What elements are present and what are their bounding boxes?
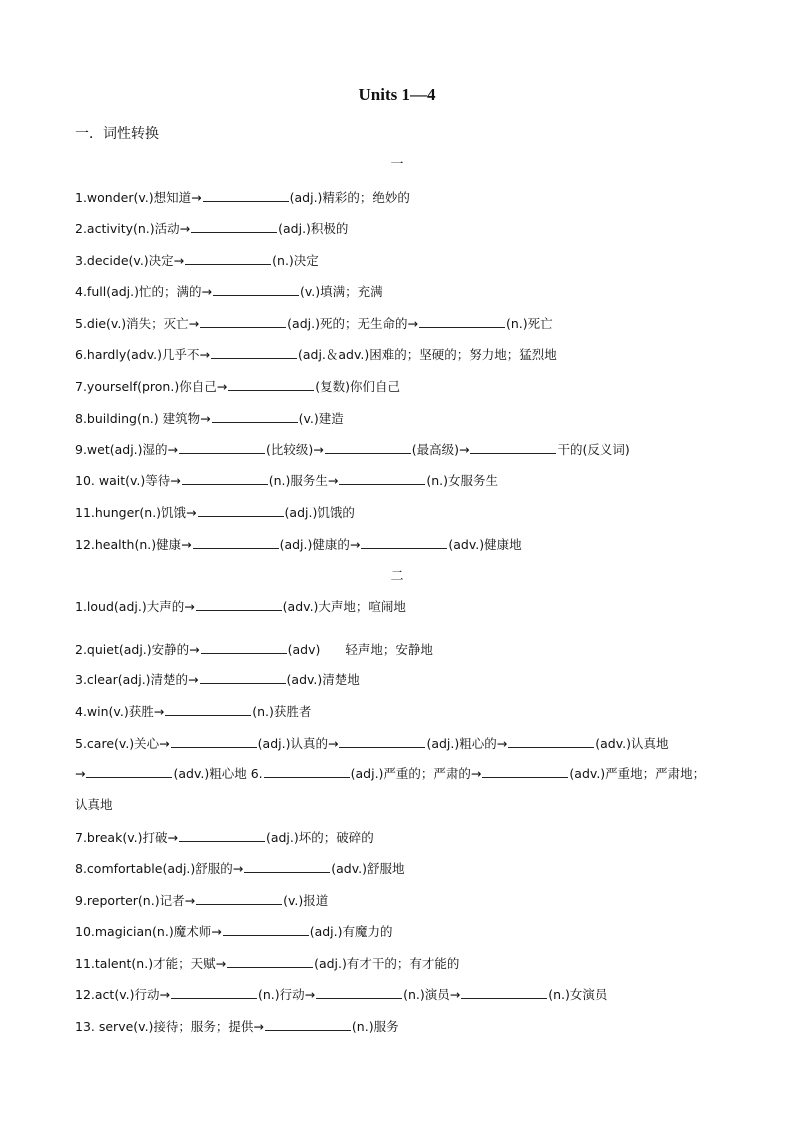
- exercise-line: [75, 282, 383, 300]
- exercise-line: [75, 670, 360, 688]
- exercise-line: [75, 314, 553, 332]
- line-text: (adj.)坏的；破碎的: [265, 830, 374, 845]
- answer-blank[interactable]: [211, 346, 297, 359]
- line-text: (n.)获胜者: [252, 704, 312, 719]
- exercise-line: [75, 597, 406, 615]
- line-text: (adj.)粗心的→: [426, 736, 508, 751]
- exercise-line: [75, 859, 405, 877]
- answer-blank[interactable]: [264, 765, 350, 778]
- line-text: (adj.)饥饿的: [284, 505, 355, 520]
- answer-blank[interactable]: [361, 536, 447, 549]
- exercise-line: [75, 795, 113, 813]
- answer-blank[interactable]: [470, 441, 556, 454]
- line-text: (adj.)精彩的；绝妙的: [289, 190, 410, 205]
- answer-blank[interactable]: [419, 315, 505, 328]
- answer-blank[interactable]: [196, 598, 282, 611]
- exercise-line: [75, 377, 400, 395]
- line-text: 10. wait(v.)等待→: [75, 473, 181, 488]
- line-text: (adj.)严重的；严肃的→: [350, 766, 482, 781]
- line-text: 1.wonder(v.)想知道→: [75, 190, 202, 205]
- exercise-line: [75, 1017, 399, 1035]
- answer-blank[interactable]: [165, 703, 251, 716]
- exercise-line: [75, 188, 410, 206]
- line-text: 3.clear(adj.)清楚的→: [75, 672, 199, 687]
- exercise-line: [75, 535, 522, 553]
- answer-blank[interactable]: [191, 220, 277, 233]
- exercise-line: [75, 891, 328, 909]
- line-text: 8.building(n.) 建筑物→: [75, 411, 211, 426]
- line-text: (n.)服务: [351, 1019, 399, 1034]
- exercise-line: [75, 251, 319, 269]
- answer-blank[interactable]: [182, 472, 268, 485]
- line-text: (adv.)舒服地: [331, 861, 405, 876]
- line-text: (最高级)→: [411, 442, 470, 457]
- exercise-line: [75, 640, 433, 658]
- line-text: 7.break(v.)打破→: [75, 830, 178, 845]
- line-text: (adj.)健康的→: [279, 537, 361, 552]
- line-text: →: [75, 766, 86, 781]
- exercise-line: [75, 954, 459, 972]
- line-text: (adv.)大声地；喧闹地: [282, 599, 406, 614]
- exercise-line: [75, 764, 705, 782]
- line-text: (adj.＆adv.)困难的；坚硬的；努力地；猛烈地: [297, 347, 557, 362]
- line-text: (adj.)有才干的；有才能的: [314, 956, 460, 971]
- answer-blank[interactable]: [171, 986, 257, 999]
- line-text: 12.health(n.)健康→: [75, 537, 192, 552]
- line-text: (adj.)认真的→: [257, 736, 339, 751]
- answer-blank[interactable]: [482, 765, 568, 778]
- line-text: 5.care(v.)关心→: [75, 736, 170, 751]
- answer-blank[interactable]: [198, 504, 284, 517]
- exercise-line: [75, 734, 668, 752]
- exercise-line: [75, 702, 311, 720]
- line-text: (n.)服务生→: [268, 473, 339, 488]
- line-text: (adv) 轻声地；安静地: [287, 642, 433, 657]
- answer-blank[interactable]: [508, 735, 594, 748]
- answer-blank[interactable]: [196, 892, 282, 905]
- exercise-line: [75, 345, 557, 363]
- answer-blank[interactable]: [200, 315, 286, 328]
- line-text: 12.act(v.)行动→: [75, 987, 170, 1002]
- line-text: 4.win(v.)获胜→: [75, 704, 165, 719]
- line-text: (n.)决定: [272, 253, 319, 268]
- answer-blank[interactable]: [223, 923, 309, 936]
- exercise-line: [75, 985, 607, 1003]
- exercise-line: [75, 409, 344, 427]
- answer-blank[interactable]: [461, 986, 547, 999]
- line-text: 10.magician(n.)魔术师→: [75, 924, 222, 939]
- line-text: (n.)死亡: [505, 316, 553, 331]
- answer-blank[interactable]: [325, 441, 411, 454]
- line-text: (adv.)严重地；严肃地；: [569, 766, 706, 781]
- answer-blank[interactable]: [265, 1018, 351, 1031]
- line-text: 5.die(v.)消失；灭亡→: [75, 316, 200, 331]
- answer-blank[interactable]: [179, 441, 265, 454]
- line-text: 2.activity(n.)活动→: [75, 221, 191, 236]
- page-title: Units 1—4: [358, 85, 436, 104]
- answer-blank[interactable]: [185, 252, 271, 265]
- line-text: (复数)你们自己: [315, 379, 400, 394]
- line-text: (n.)女演员: [548, 987, 608, 1002]
- line-text: (比较级)→: [266, 442, 324, 457]
- line-text: (n.)行动→: [257, 987, 316, 1002]
- exercise-line: [75, 922, 392, 940]
- group-label: 一: [390, 157, 404, 172]
- line-text: (adj.)积极的: [278, 221, 349, 236]
- answer-blank[interactable]: [228, 378, 314, 391]
- line-text: 1.loud(adj.)大声的→: [75, 599, 195, 614]
- line-text: (v.)建造: [298, 411, 344, 426]
- line-text: (n.)演员→: [403, 987, 461, 1002]
- exercise-line: [75, 471, 498, 489]
- line-text: 6.hardly(adv.)几乎不→: [75, 347, 210, 362]
- answer-blank[interactable]: [339, 735, 425, 748]
- answer-blank[interactable]: [339, 472, 425, 485]
- line-text: 13. serve(v.)接待；服务；提供→: [75, 1019, 264, 1034]
- line-text: (adv.)健康地: [448, 537, 522, 552]
- answer-blank[interactable]: [179, 829, 265, 842]
- line-text: (adv.)认真地: [595, 736, 669, 751]
- line-text: 2.quiet(adj.)安静的→: [75, 642, 200, 657]
- line-text: (adv.)清楚地: [286, 672, 360, 687]
- answer-blank[interactable]: [203, 189, 289, 202]
- exercise-line: [75, 440, 630, 458]
- line-text: 8.comfortable(adj.)舒服的→: [75, 861, 244, 876]
- line-text: (adv.)粗心地 6.: [173, 766, 263, 781]
- group-label: 二: [390, 569, 404, 584]
- line-text: 7.yourself(pron.)你自己→: [75, 379, 228, 394]
- answer-blank[interactable]: [201, 641, 287, 654]
- exercise-line: [75, 219, 348, 237]
- line-text: (v.)填满；充满: [299, 284, 383, 299]
- section-heading: 一．词性转换: [75, 126, 159, 142]
- answer-blank[interactable]: [171, 735, 257, 748]
- exercise-line: [75, 503, 355, 521]
- line-text: (v.)报道: [283, 893, 329, 908]
- line-text: 11.hunger(n.)饥饿→: [75, 505, 197, 520]
- line-text: 认真地: [75, 797, 113, 812]
- line-text: (n.)女服务生: [426, 473, 499, 488]
- answer-blank[interactable]: [200, 671, 286, 684]
- exercise-line: [75, 828, 374, 846]
- answer-blank[interactable]: [212, 410, 298, 423]
- answer-blank[interactable]: [316, 986, 402, 999]
- answer-blank[interactable]: [227, 955, 313, 968]
- line-text: (adj.)死的；无生命的→: [287, 316, 418, 331]
- line-text: 9.wet(adj.)湿的→: [75, 442, 179, 457]
- line-text: 9.reporter(n.)记者→: [75, 893, 196, 908]
- line-text: 11.talent(n.)才能；天赋→: [75, 956, 227, 971]
- line-text: 干的(反义词): [557, 442, 630, 457]
- line-text: 4.full(adj.)忙的；满的→: [75, 284, 212, 299]
- line-text: 3.decide(v.)决定→: [75, 253, 185, 268]
- answer-blank[interactable]: [213, 283, 299, 296]
- answer-blank[interactable]: [193, 536, 279, 549]
- answer-blank[interactable]: [86, 765, 172, 778]
- line-text: (adj.)有魔力的: [309, 924, 393, 939]
- answer-blank[interactable]: [244, 860, 330, 873]
